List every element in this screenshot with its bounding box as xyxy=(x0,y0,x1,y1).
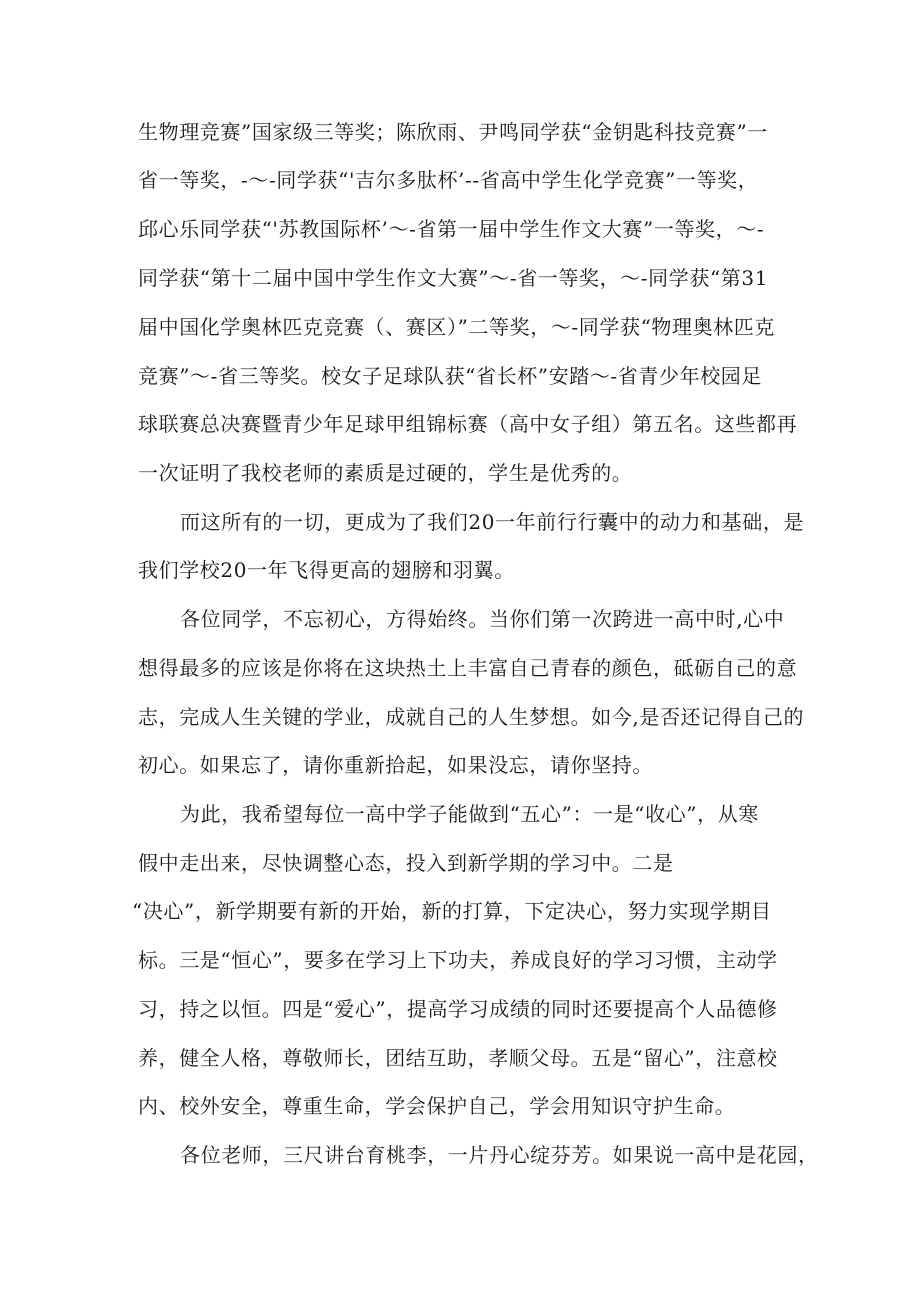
text-line: 一次证明了我校老师的素质是过硬的，学生是优秀的。 xyxy=(138,461,633,485)
text-line: 想得最多的应该是你将在这块热土上丰富自己青春的颜色，砥砺自己的意 xyxy=(138,656,798,680)
text-line: 标。三是“恒心”，要多在学习上下功夫，养成良好的学习习惯，主动学 xyxy=(138,948,778,972)
paragraph-first-line: 各位老师，三尺讲台育桃李，一片丹心绽芬芳。如果说一高中是花园， xyxy=(180,1143,819,1167)
text-line: 省一等奖，-～-同学获“'吉尔多肽杯’--省高中学生化学竞赛”一等奖， xyxy=(138,168,759,192)
text-line: 邱心乐同学获“'苏教国际杯’～-省第一届中学生作文大赛”一等奖，～- xyxy=(138,217,765,241)
text-line: 初心。如果忘了，请你重新拾起，如果没忘，请你坚持。 xyxy=(138,753,653,777)
text-line: 届中国化学奥林匹克竞赛（、赛区）”二等奖，～-同学获“物理奥林匹克 xyxy=(138,315,776,339)
text-line: 生物理竞赛”国家级三等奖；陈欣雨、尹鸣同学获“金钥匙科技竞赛”一 xyxy=(138,120,768,144)
paragraph-first-line: 为此，我希望每位一高中学子能做到“五心”：一是“收心”，从寒 xyxy=(180,802,759,826)
text-line: 球联赛总决赛暨青少年足球甲组锦标赛（高中女子组）第五名。这些都再 xyxy=(138,412,798,436)
paragraph-first-line: 各位同学，不忘初心，方得始终。当你们第一次跨进一高中时,心中 xyxy=(180,607,785,631)
text-line: 习，持之以恒。四是“爱心”，提高学习成绩的同时还要提高个人品德修 xyxy=(138,997,778,1021)
paragraph-first-line: 而这所有的一切，更成为了我们20一年前行行囊中的动力和基础，是 xyxy=(180,510,805,534)
text-line: 假中走出来，尽快调整心态，投入到新学期的学习中。二是 xyxy=(138,851,674,875)
text-line: 志，完成人生关键的学业，成就自己的人生梦想。如今,是否还记得自己的 xyxy=(138,705,805,729)
text-line: 内、校外安全，尊重生命，学会保护自己，学会用知识守护生命。 xyxy=(138,1094,736,1118)
text-line: 我们学校20一年飞得更高的翅膀和羽翼。 xyxy=(138,558,515,582)
text-line: “决心”，新学期要有新的开始，新的打算，下定决心，努力实现学期目 xyxy=(132,899,772,923)
text-line: 养，健全人格，尊敬师长，团结互助，孝顺父母。五是“留心”，注意校 xyxy=(138,1046,778,1070)
text-line: 竞赛”～-省三等奖。校女子足球队获“省长杯”安踏～-省青少年校园足 xyxy=(138,364,762,388)
text-line: 同学获“第十二届中国中学生作文大赛”～-省一等奖，～-同学获“第31 xyxy=(138,266,769,290)
